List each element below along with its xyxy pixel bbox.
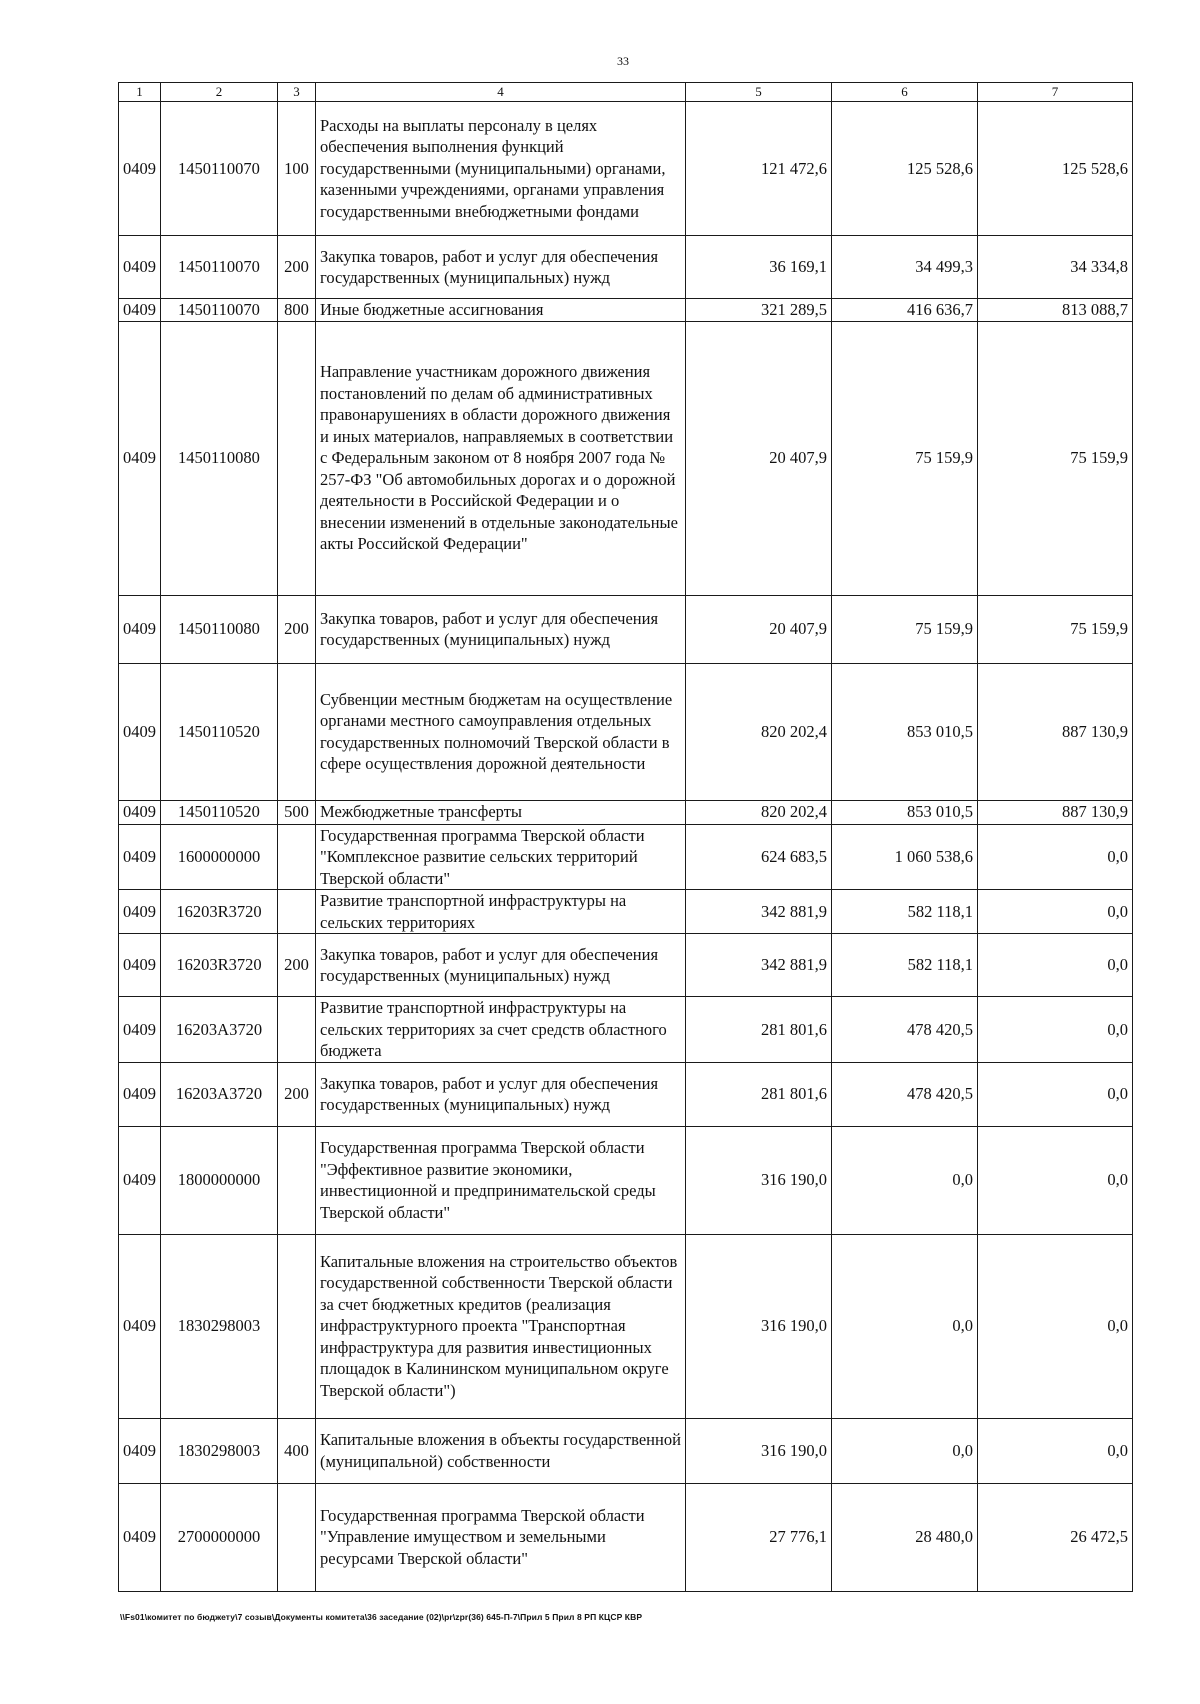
cell-target-code: 1450110070	[161, 299, 278, 322]
cell-name: Государственная программа Тверской области "Комплексное развитие сельских территорий Тверской области"	[316, 824, 686, 890]
cell-amount-1: 36 169,1	[686, 236, 832, 299]
column-header-amount-2: 6	[832, 83, 978, 102]
cell-name: Закупка товаров, работ и услуг для обеспечения государственных (муниципальных) нужд	[316, 934, 686, 997]
table-row	[119, 299, 1133, 322]
cell-amount-3: 0,0	[978, 1234, 1133, 1418]
cell-target-code: 1450110070	[161, 102, 278, 236]
column-header-section: 1	[119, 83, 161, 102]
cell-name: Межбюджетные трансферты	[316, 800, 686, 824]
cell-expense-type	[278, 1483, 316, 1591]
cell-expense-type: 500	[278, 800, 316, 824]
cell-amount-3: 887 130,9	[978, 663, 1133, 800]
cell-amount-1: 342 881,9	[686, 890, 832, 934]
table-row	[119, 1234, 1133, 1418]
cell-expense-type: 100	[278, 102, 316, 236]
cell-amount-1: 281 801,6	[686, 1062, 832, 1126]
cell-target-code: 16203R3720	[161, 890, 278, 934]
cell-amount-3: 813 088,7	[978, 299, 1133, 322]
cell-amount-3: 0,0	[978, 1126, 1133, 1234]
cell-amount-1: 281 801,6	[686, 997, 832, 1063]
cell-target-code: 16203A3720	[161, 1062, 278, 1126]
cell-target-code: 1450110520	[161, 800, 278, 824]
cell-expense-type: 200	[278, 1062, 316, 1126]
cell-section: 0409	[119, 1418, 161, 1483]
cell-name: Капитальные вложения в объекты государственной (муниципальной) собственности	[316, 1418, 686, 1483]
cell-amount-1: 27 776,1	[686, 1483, 832, 1591]
cell-amount-2: 0,0	[832, 1126, 978, 1234]
cell-amount-2: 478 420,5	[832, 997, 978, 1063]
cell-name: Государственная программа Тверской области "Управление имуществом и земельными ресурсами Тверской области"	[316, 1483, 686, 1591]
cell-expense-type	[278, 824, 316, 890]
cell-amount-1: 820 202,4	[686, 800, 832, 824]
cell-expense-type	[278, 997, 316, 1063]
cell-amount-1: 342 881,9	[686, 934, 832, 997]
cell-target-code: 1450110080	[161, 321, 278, 595]
cell-amount-3: 0,0	[978, 1418, 1133, 1483]
cell-name: Развитие транспортной инфраструктуры на сельских территориях за счет средств областного бюджета	[316, 997, 686, 1063]
cell-target-code: 16203R3720	[161, 934, 278, 997]
column-header-amount-3: 7	[978, 83, 1133, 102]
cell-amount-2: 853 010,5	[832, 800, 978, 824]
cell-expense-type	[278, 1234, 316, 1418]
cell-section: 0409	[119, 824, 161, 890]
budget-table	[118, 82, 1133, 1592]
column-header-name: 4	[316, 83, 686, 102]
cell-amount-1: 20 407,9	[686, 595, 832, 663]
cell-name: Субвенции местным бюджетам на осуществление органами местного самоуправления отдельных государственных полномочий Тверской области в сфере осуществления дорожной деятельности	[316, 663, 686, 800]
footer-file-path: \\Fs01\комитет по бюджету\7 созыв\Документы комитета\36 заседание (02)\pr\zpr(36) 645-П-7\Прил 5 Прил 8 РП КЦСР КВР	[120, 1612, 643, 1622]
cell-amount-3: 0,0	[978, 934, 1133, 997]
cell-amount-1: 316 190,0	[686, 1126, 832, 1234]
cell-expense-type	[278, 321, 316, 595]
cell-expense-type	[278, 1126, 316, 1234]
cell-section: 0409	[119, 1234, 161, 1418]
cell-amount-2: 75 159,9	[832, 321, 978, 595]
table-row	[119, 663, 1133, 800]
cell-name: Закупка товаров, работ и услуг для обеспечения государственных (муниципальных) нужд	[316, 236, 686, 299]
table-row	[119, 997, 1133, 1063]
cell-amount-3: 26 472,5	[978, 1483, 1133, 1591]
cell-expense-type: 800	[278, 299, 316, 322]
cell-section: 0409	[119, 1126, 161, 1234]
cell-target-code: 1830298003	[161, 1234, 278, 1418]
cell-amount-1: 316 190,0	[686, 1234, 832, 1418]
cell-target-code: 1450110520	[161, 663, 278, 800]
cell-section: 0409	[119, 595, 161, 663]
cell-name: Направление участникам дорожного движения постановлений по делам об административных правонарушениях в области дорожного движения и иных материалов, направляемых в соответствии с Федеральным законом от 8 ноября 2007 года № 257-ФЗ "Об автомобильных дорогах и о дорожной деятельности в Российской Федерации и о внесении изменений в отдельные законодательные акты Российской Федерации"	[316, 321, 686, 595]
cell-amount-3: 887 130,9	[978, 800, 1133, 824]
cell-amount-1: 321 289,5	[686, 299, 832, 322]
cell-amount-2: 125 528,6	[832, 102, 978, 236]
cell-target-code: 1800000000	[161, 1126, 278, 1234]
column-header-target-code: 2	[161, 83, 278, 102]
cell-name: Капитальные вложения на строительство объектов государственной собственности Тверской области за счет бюджетных кредитов (реализация инфраструктурного проекта "Транспортная инфраструктура для развития инвестиционных площадок в Калининском муниципальном округе Тверской области")	[316, 1234, 686, 1418]
cell-section: 0409	[119, 102, 161, 236]
cell-expense-type	[278, 663, 316, 800]
table-row	[119, 800, 1133, 824]
cell-name: Расходы на выплаты персоналу в целях обеспечения выполнения функций государственными (муниципальными) органами, казенными учреждениями, органами управления государственными внебюджетными фондами	[316, 102, 686, 236]
cell-section: 0409	[119, 934, 161, 997]
cell-amount-1: 121 472,6	[686, 102, 832, 236]
cell-amount-3: 0,0	[978, 1062, 1133, 1126]
table-row	[119, 1062, 1133, 1126]
header-row	[119, 83, 1133, 102]
table-row	[119, 321, 1133, 595]
cell-amount-3: 0,0	[978, 824, 1133, 890]
cell-amount-2: 0,0	[832, 1234, 978, 1418]
cell-section: 0409	[119, 1062, 161, 1126]
cell-section: 0409	[119, 321, 161, 595]
cell-name: Развитие транспортной инфраструктуры на сельских территориях	[316, 890, 686, 934]
table-row	[119, 595, 1133, 663]
cell-amount-2: 34 499,3	[832, 236, 978, 299]
cell-name: Иные бюджетные ассигнования	[316, 299, 686, 322]
table-row	[119, 1418, 1133, 1483]
cell-amount-2: 582 118,1	[832, 934, 978, 997]
table-body	[119, 102, 1133, 1592]
cell-amount-3: 75 159,9	[978, 321, 1133, 595]
cell-expense-type: 200	[278, 934, 316, 997]
cell-section: 0409	[119, 1483, 161, 1591]
cell-expense-type: 400	[278, 1418, 316, 1483]
column-header-amount-1: 5	[686, 83, 832, 102]
cell-section: 0409	[119, 663, 161, 800]
table-row	[119, 102, 1133, 236]
cell-section: 0409	[119, 997, 161, 1063]
cell-amount-3: 125 528,6	[978, 102, 1133, 236]
cell-amount-3: 75 159,9	[978, 595, 1133, 663]
table-row	[119, 236, 1133, 299]
cell-target-code: 1830298003	[161, 1418, 278, 1483]
page-number: 33	[617, 54, 629, 68]
cell-target-code: 1450110070	[161, 236, 278, 299]
cell-amount-2: 582 118,1	[832, 890, 978, 934]
table-row	[119, 824, 1133, 890]
cell-amount-2: 416 636,7	[832, 299, 978, 322]
cell-amount-1: 820 202,4	[686, 663, 832, 800]
table-row	[119, 890, 1133, 934]
cell-expense-type	[278, 890, 316, 934]
cell-target-code: 1600000000	[161, 824, 278, 890]
cell-section: 0409	[119, 890, 161, 934]
table-row	[119, 1126, 1133, 1234]
cell-name: Закупка товаров, работ и услуг для обеспечения государственных (муниципальных) нужд	[316, 595, 686, 663]
cell-target-code: 16203A3720	[161, 997, 278, 1063]
cell-section: 0409	[119, 299, 161, 322]
cell-amount-2: 28 480,0	[832, 1483, 978, 1591]
cell-expense-type: 200	[278, 595, 316, 663]
cell-amount-2: 75 159,9	[832, 595, 978, 663]
table-row	[119, 934, 1133, 997]
cell-amount-2: 478 420,5	[832, 1062, 978, 1126]
cell-target-code: 1450110080	[161, 595, 278, 663]
cell-amount-2: 1 060 538,6	[832, 824, 978, 890]
cell-expense-type: 200	[278, 236, 316, 299]
table-row	[119, 1483, 1133, 1591]
cell-amount-3: 0,0	[978, 890, 1133, 934]
cell-amount-3: 34 334,8	[978, 236, 1133, 299]
cell-amount-2: 0,0	[832, 1418, 978, 1483]
column-header-expense-type: 3	[278, 83, 316, 102]
cell-section: 0409	[119, 800, 161, 824]
cell-section: 0409	[119, 236, 161, 299]
cell-amount-2: 853 010,5	[832, 663, 978, 800]
cell-amount-3: 0,0	[978, 997, 1133, 1063]
cell-amount-1: 624 683,5	[686, 824, 832, 890]
cell-amount-1: 20 407,9	[686, 321, 832, 595]
cell-name: Государственная программа Тверской области "Эффективное развитие экономики, инвестиционной и предпринимательской среды Тверской области"	[316, 1126, 686, 1234]
cell-target-code: 2700000000	[161, 1483, 278, 1591]
cell-name: Закупка товаров, работ и услуг для обеспечения государственных (муниципальных) нужд	[316, 1062, 686, 1126]
cell-amount-1: 316 190,0	[686, 1418, 832, 1483]
